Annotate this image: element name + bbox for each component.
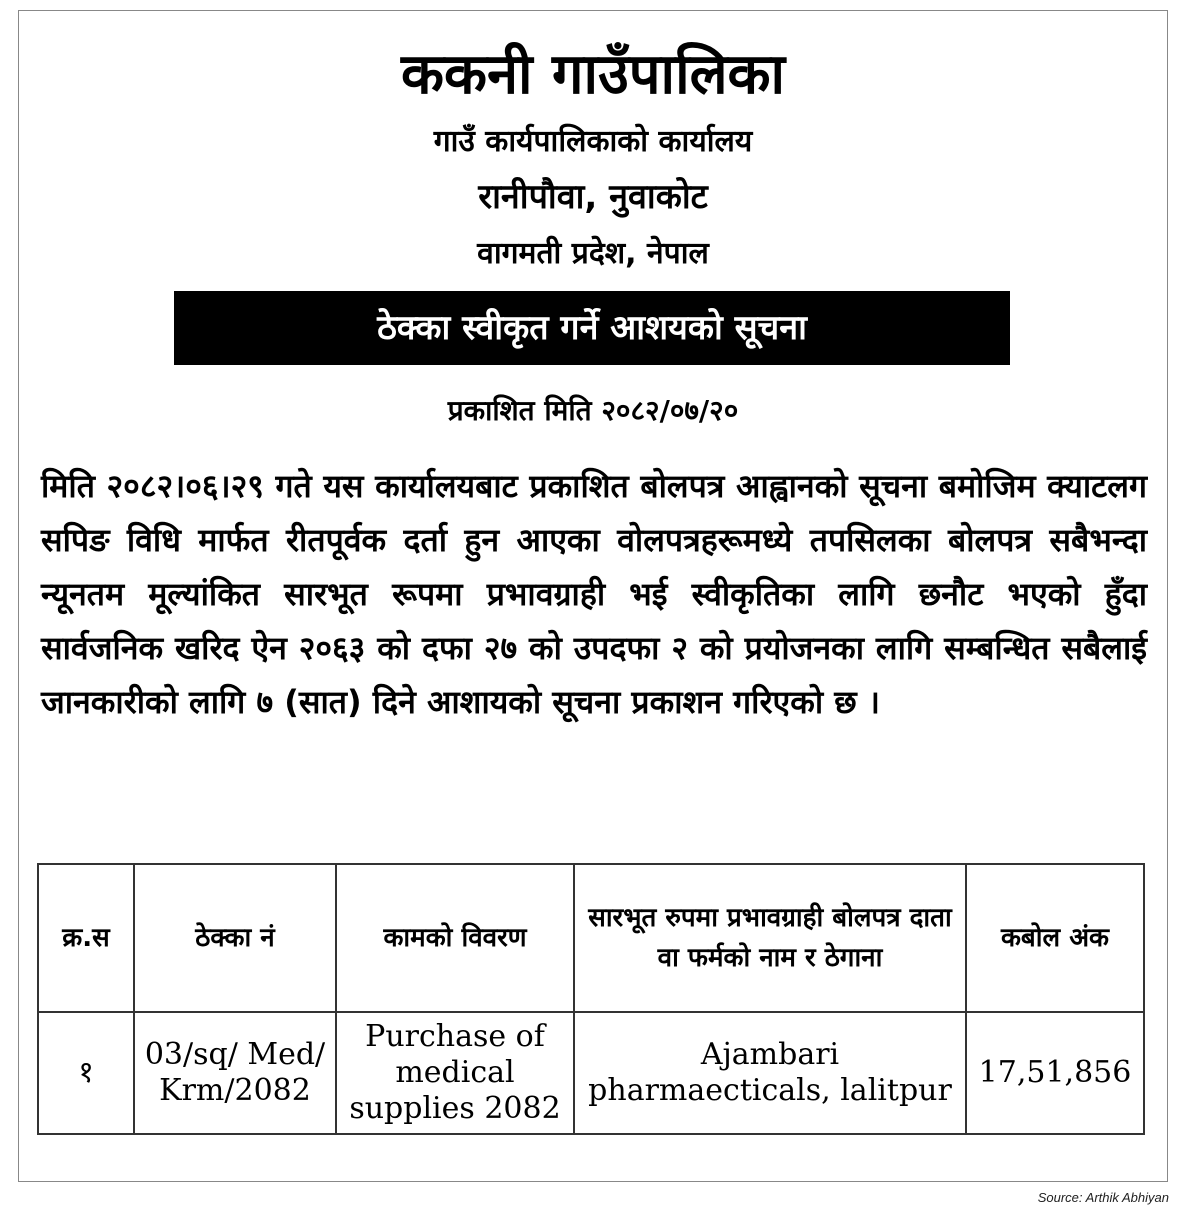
cell-bidder-name-address: Ajambari pharmaecticals, lalitpur [574, 1012, 966, 1134]
published-date: प्रकाशित मिति २०८२/०७/२० [447, 394, 739, 427]
header-bidder-name-address: सारभूत रुपमा प्रभावग्राही बोलपत्र दाता वा फर्मको नाम र ठेगाना [574, 864, 966, 1012]
header-contract-number: ठेक्का नं [134, 864, 336, 1012]
notice-sheet [18, 10, 1168, 1182]
award-table [37, 863, 1145, 1135]
municipality-title: ककनी गाउँपालिका [400, 42, 786, 107]
source-credit: Source: Arthik Abhiyan [1037, 1190, 1169, 1205]
header-bid-amount: कबोल अंक [966, 864, 1144, 1012]
cell-bid-amount: 17,51,856 [966, 1012, 1144, 1134]
header-work-description: कामको विवरण [336, 864, 574, 1012]
table-header-row [38, 864, 1144, 1012]
cell-work-description: Purchase of medical supplies 2082 [336, 1012, 574, 1134]
header-serial-number: क्र.स [38, 864, 134, 1012]
office-name: गाउँ कार्यपालिकाको कार्यालय [433, 124, 753, 159]
table-row [38, 1012, 1144, 1134]
notice-body: मिति २०८२।०६।२९ गते यस कार्यालयबाट प्रकाशित बोलपत्र आह्वानको सूचना बमोजिम क्याटलग सपिङ विधि मार्फत रीतपूर्वक दर्ता हुन आएका वोलपत्रहरूमध्ये तपसिलका बोलपत्र सबैभन्दा न्यूनतम मूल्यांकित सारभूत रूपमा प्रभावग्राही भई स्वीकृतिका लागि छनौट भएको हुँदा सार्वजनिक खरिद ऐन २०६३ को दफा २७ को उपदफा २ को प्रयोजनका लागि सम्बन्धित सबैलाई जानकारीको लागि ७ (सात) दिने आशायको सूचना प्रकाशन गरिएको छ । [41, 467, 1147, 721]
province-country: वागमती प्रदेश, नेपाल [477, 236, 709, 271]
office-location: रानीपौवा, नुवाकोट [478, 177, 708, 217]
cell-serial-number: १ [38, 1012, 134, 1134]
cell-contract-number: 03/sq/ Med/ Krm/2082 [134, 1012, 336, 1134]
notice-title-banner: ठेक्का स्वीकृत गर्ने आशयको सूचना [174, 291, 1010, 365]
